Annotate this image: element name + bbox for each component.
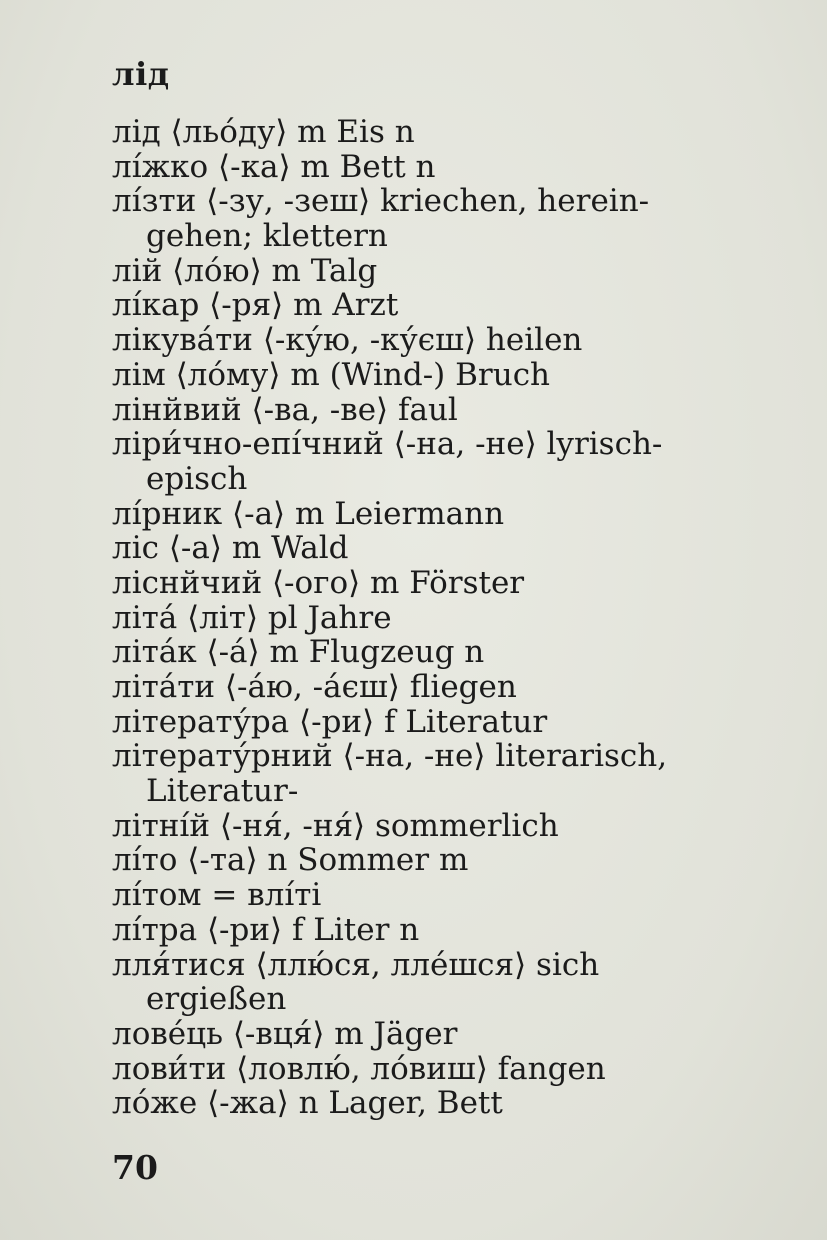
entry — [112, 1052, 802, 1087]
entry — [112, 739, 802, 808]
entry-line: літа́к ⟨-а́⟩ m Flugzeug n — [112, 634, 485, 671]
entry — [112, 358, 802, 393]
entry-line: лове́ць ⟨-вця́⟩ m Jäger — [112, 1015, 458, 1052]
entry-continuation: episch — [146, 460, 248, 497]
entry — [112, 878, 802, 913]
entry-line: літа́ти ⟨-а́ю, -а́єш⟩ fliegen — [112, 669, 517, 705]
entry-line: літерату́ра ⟨-ри⟩ f Literatur — [112, 703, 548, 740]
entry-line: літні́й ⟨-ня́, -ня́⟩ sommerlich — [112, 807, 559, 844]
entry — [112, 531, 802, 566]
entry-line: лови́ти ⟨ловлю́, ло́виш⟩ fangen — [112, 1050, 606, 1087]
entry — [112, 150, 802, 185]
entry — [112, 948, 802, 1017]
entry-line: літа́ ⟨літ⟩ pl Jahre — [112, 599, 392, 636]
entry-line: ліснйчий ⟨-ого⟩ m Förster — [112, 564, 525, 601]
entry-line: лікува́ти ⟨-ку́ю, -ку́єш⟩ heilen — [112, 322, 583, 359]
entry-line: лі́зти ⟨-зу, -зеш⟩ kriechen, herein- — [112, 183, 650, 220]
entry — [112, 566, 802, 601]
entry-line: лід ⟨льо́ду⟩ m Eis n — [112, 114, 415, 150]
entry-continuation: Literatur- — [146, 773, 299, 810]
entry-line: лля́тися ⟨ллю́ся, лле́шся⟩ sich — [112, 946, 600, 983]
entry-line: лі́жко ⟨-ка⟩ m Bett n — [112, 148, 436, 185]
entry-line: лі́тра ⟨-ри⟩ f Liter n — [112, 911, 420, 948]
entry — [112, 843, 802, 878]
entry — [112, 601, 802, 636]
entry — [112, 1017, 802, 1052]
entry — [112, 323, 802, 358]
entry — [112, 497, 802, 532]
entry-line: лінйвий ⟨-ва, -ве⟩ faul — [112, 391, 458, 428]
entry — [112, 427, 802, 496]
entry-line: ліс ⟨-а⟩ m Wald — [112, 530, 349, 567]
entry-continuation: ergießen — [146, 981, 287, 1018]
entry — [112, 1086, 802, 1121]
entry — [112, 913, 802, 948]
entry — [112, 184, 802, 253]
entry — [112, 393, 802, 428]
entry-continuation: gehen; klettern — [146, 218, 388, 255]
running-head: лід — [112, 55, 170, 93]
entry-line: лій ⟨ло́ю⟩ m Talg — [112, 252, 378, 289]
entry-line: ло́же ⟨-жа⟩ n Lager, Bett — [112, 1085, 503, 1122]
entry — [112, 635, 802, 670]
entry — [112, 809, 802, 844]
entry-line: лі́кар ⟨-ря⟩ m Arzt — [112, 287, 399, 324]
entry — [112, 288, 802, 323]
page-number: 70 — [112, 1148, 158, 1187]
entry-line: літерату́рний ⟨-на, -не⟩ literarisch, — [112, 738, 668, 775]
entry-line: ліри́чно-епі́чний ⟨-на, -не⟩ lyrisch- — [112, 426, 663, 463]
entry — [112, 115, 802, 150]
entry — [112, 670, 802, 705]
entry-line: лі́том = влі́ті — [112, 877, 322, 914]
entry — [112, 705, 802, 740]
entry-list — [112, 115, 802, 1121]
entry — [112, 254, 802, 289]
entry-line: лі́то ⟨-та⟩ n Sommer m — [112, 842, 469, 879]
entry-line: лім ⟨ло́му⟩ m (Wind-) Bruch — [112, 356, 551, 393]
entry-line: лі́рник ⟨-а⟩ m Leiermann — [112, 495, 505, 532]
